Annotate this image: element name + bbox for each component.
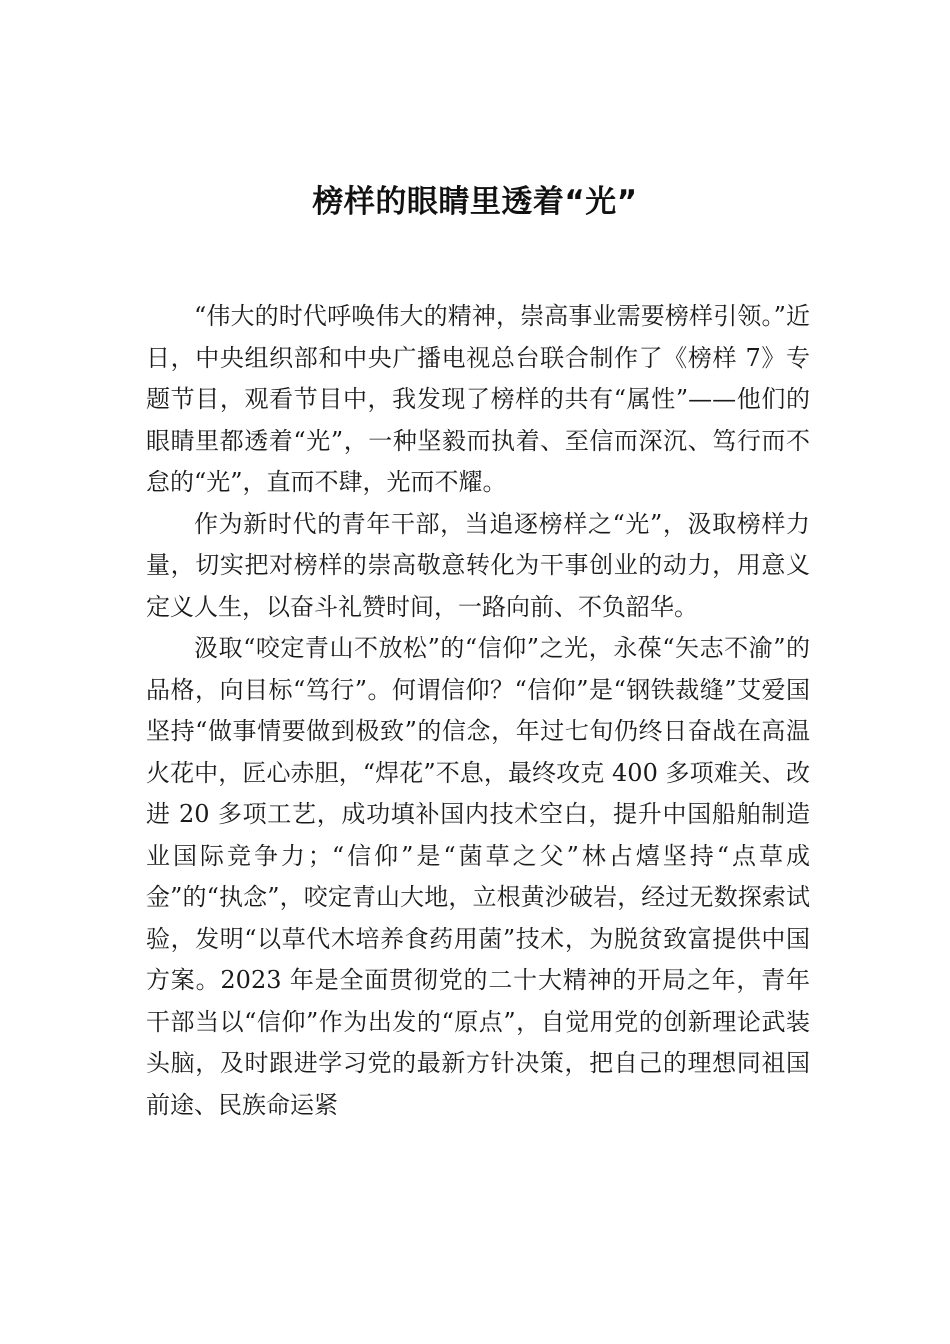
paragraph-intro: “伟大的时代呼唤伟大的精神，崇高事业需要榜样引领。”近日，中央组织部和中央广播电视总台联合制作了《榜样 7》专题节目，观看节目中，我发现了榜样的共有“属性”——他们的眼睛里都透着“光”，一种坚毅而执着、至信而深沉、笃行而不怠的“光”，直而不肆，光而不耀。 xyxy=(146,302,810,496)
paragraph-youth-cadres: 作为新时代的青年干部，当追逐榜样之“光”，汲取榜样力量，切实把对榜样的崇高敬意转化为干事创业的动力，用意义定义人生，以奋斗礼赞时间，一路向前、不负韶华。 xyxy=(146,509,810,621)
paragraph-faith: 汲取“咬定青山不放松”的“信仰”之光，永葆“矢志不渝”的品格，向目标“笃行”。何谓信仰？“信仰”是“钢铁裁缝”艾爱国坚持“做事情要做到极致”的信念，年过七旬仍终日奋战在高温火花中，匠心赤胆，“焊花”不息，最终攻克 400 多项难关、改进 20 多项工艺，成功填补国内技术空白，提升中国船舶制造业国际竞争力；“信仰”是“菌草之父”林占熺坚持“点草成金”的“执念”，咬定青山大地，立根黄沙破岩，经过无数探索试验，发明“以草代木培养食药用菌”技术，为脱贫致富提供中国方案。2023 年是全面贯彻党的二十大精神的开局之年，青年干部当以“信仰”作为出发的“原点”，自觉用党的创新理论武装头脑，及时跟进学习党的最新方针决策，把自己的理想同祖国前途、民族命运紧 xyxy=(146,634,810,1119)
document-title: 榜样的眼睛里透着“光” xyxy=(312,184,638,220)
document-body xyxy=(146,296,810,1126)
